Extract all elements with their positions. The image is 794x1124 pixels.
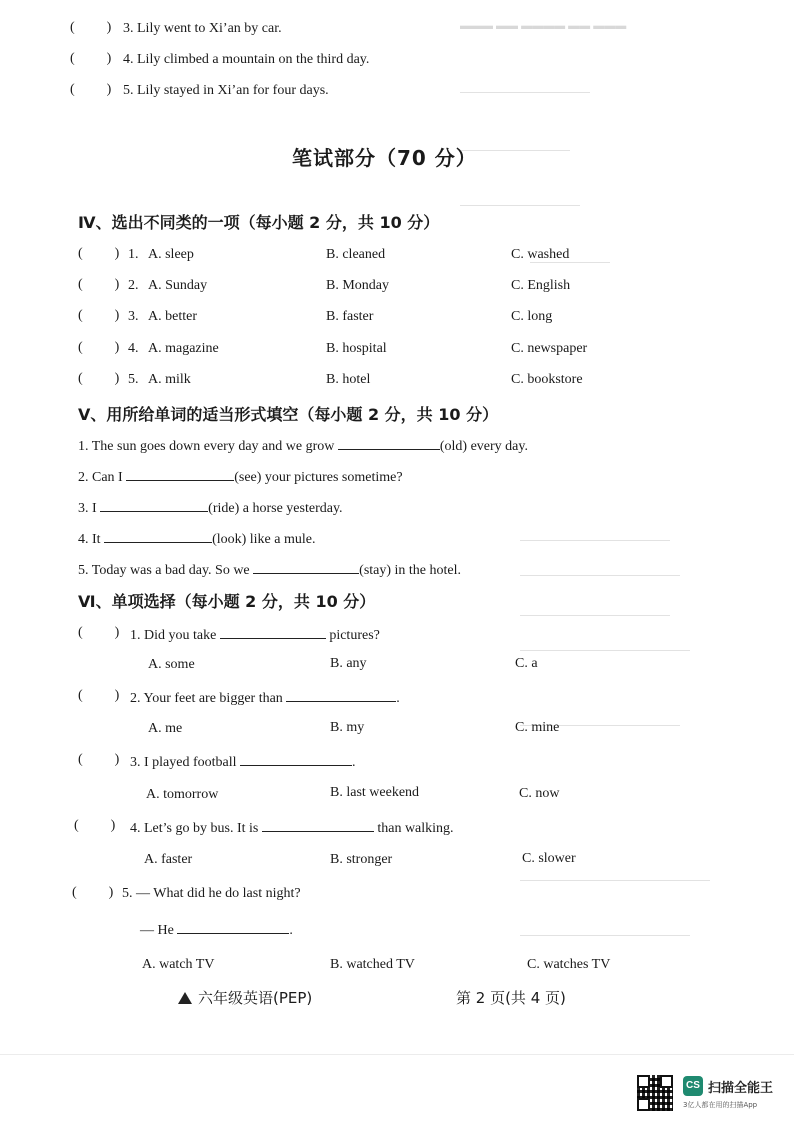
question-text: 5. Today was a bad day. So we — [78, 563, 250, 578]
option-c[interactable]: C. a — [515, 656, 538, 671]
question-number: 5. — [128, 372, 139, 387]
answer-blank[interactable] — [338, 436, 440, 450]
section-5-note: （每小题 2 分，共 10 分） — [298, 405, 499, 424]
option-a[interactable]: A. milk — [148, 372, 191, 387]
section-6-heading: Ⅵ、单项选择 — [78, 592, 176, 611]
answer-paren[interactable]: ( ) — [78, 752, 120, 767]
answer-blank[interactable] — [253, 560, 359, 574]
answer-blank[interactable] — [126, 467, 234, 481]
option-b[interactable]: B. faster — [326, 309, 374, 324]
question-number: 5. — [122, 886, 133, 901]
question-text: 1. The sun goes down every day and we grow — [78, 439, 335, 454]
bleed-through-line — [520, 540, 670, 541]
bleed-through-text: ▬▬▬ ▬▬ ▬▬▬▬ ▬▬ ▬▬▬ — [460, 20, 627, 32]
section-6-note: （每小题 2 分，共 10 分） — [175, 592, 376, 611]
bleed-through-line — [520, 615, 670, 616]
question-text-end: . — [396, 691, 400, 706]
qr-finder — [637, 1098, 650, 1111]
option-a[interactable]: A. some — [148, 657, 195, 672]
option-b[interactable]: B. cleaned — [326, 247, 386, 262]
answer-paren[interactable]: ( ) — [70, 51, 112, 66]
section-4-note: （每小题 2 分，共 10 分） — [239, 213, 440, 232]
fill-blank-question — [78, 529, 315, 549]
option-b[interactable]: B. last weekend — [330, 785, 420, 800]
question-text: 3. I — [78, 501, 97, 516]
scanner-app-name: 扫描全能王 — [708, 1081, 774, 1096]
answer-paren[interactable]: ( ) — [78, 340, 120, 355]
section-5-heading: Ⅴ、用所给单词的适当形式填空 — [78, 405, 299, 424]
dialogue-line: — What did he do last night? — [136, 886, 301, 901]
option-a[interactable]: A. me — [148, 721, 183, 736]
question-hint: (ride) a horse yesterday. — [208, 501, 343, 516]
option-a[interactable]: A. Sunday — [148, 278, 208, 293]
grade-subject-label: 六年级英语(PEP) — [198, 989, 313, 1007]
question-text: Let’s go by bus. It is — [144, 821, 259, 836]
fill-blank-question — [78, 436, 528, 456]
option-a[interactable]: A. better — [148, 309, 197, 324]
option-a[interactable]: A. watch TV — [142, 957, 215, 972]
answer-blank[interactable] — [104, 529, 212, 543]
bleed-through-line — [520, 935, 690, 936]
judge-statement: 4. Lily climbed a mountain on the third day. — [123, 52, 370, 67]
answer-blank[interactable] — [100, 498, 208, 512]
answer-paren[interactable]: ( ) — [78, 277, 120, 292]
option-c[interactable]: C. mine — [515, 720, 560, 735]
option-b[interactable]: B. hotel — [326, 372, 371, 387]
question-text: I played football — [144, 755, 237, 770]
mc-question — [130, 688, 400, 708]
mc-question — [130, 625, 380, 645]
option-a[interactable]: A. sleep — [148, 247, 194, 262]
page-number: 第 2 页(共 4 页) — [456, 989, 566, 1007]
question-hint: (old) every day. — [439, 439, 528, 454]
answer-paren[interactable]: ( ) — [78, 625, 120, 640]
bleed-through-line — [520, 575, 680, 576]
option-a[interactable]: A. faster — [144, 852, 193, 867]
qr-finder — [660, 1075, 673, 1088]
answer-blank[interactable] — [177, 920, 289, 934]
question-number: 3. — [130, 755, 141, 770]
bleed-through-line — [460, 205, 580, 206]
question-text: Did you take — [144, 628, 217, 643]
mc-question — [130, 818, 454, 838]
answer-paren[interactable]: ( ) — [78, 308, 120, 323]
dialogue-text: — He — [140, 923, 174, 938]
answer-blank[interactable] — [286, 688, 396, 702]
question-text: 2. Can I — [78, 470, 123, 485]
option-c[interactable]: C. now — [519, 786, 560, 801]
answer-blank[interactable] — [220, 625, 326, 639]
dialogue-reply — [140, 920, 293, 940]
question-number: 4. — [128, 341, 139, 356]
answer-paren[interactable]: ( ) — [78, 246, 120, 261]
triangle-logo-icon — [178, 992, 192, 1004]
mc-question — [122, 885, 301, 903]
bleed-through-line — [520, 880, 710, 881]
answer-paren[interactable]: ( ) — [78, 688, 120, 703]
option-b[interactable]: B. my — [330, 720, 365, 735]
question-number: 1. — [130, 628, 141, 643]
question-text: Your feet are bigger than — [143, 691, 283, 706]
option-b[interactable]: B. hospital — [326, 341, 387, 356]
option-c[interactable]: C. washed — [511, 247, 570, 262]
answer-paren[interactable]: ( ) — [72, 885, 114, 900]
option-c[interactable]: C. long — [511, 309, 553, 324]
question-number: 2. — [130, 691, 141, 706]
question-number: 2. — [128, 278, 139, 293]
question-hint: (stay) in the hotel. — [359, 563, 462, 578]
answer-paren[interactable]: ( ) — [70, 82, 112, 97]
option-a[interactable]: A. tomorrow — [146, 787, 219, 802]
question-number: 3. — [128, 309, 139, 324]
camscanner-logo-icon: CS — [683, 1076, 703, 1096]
judge-statement: 5. Lily stayed in Xi’an for four days. — [123, 83, 329, 98]
scanner-slogan: 3亿人都在用的扫描App — [683, 1101, 758, 1109]
written-part-title: 笔试部分（70 分） — [292, 146, 477, 170]
question-text: 4. It — [78, 532, 101, 547]
section-4-title — [78, 210, 439, 233]
answer-paren[interactable]: ( ) — [74, 818, 116, 833]
scan-edge-line — [0, 1054, 794, 1055]
option-b[interactable]: B. Monday — [326, 278, 389, 293]
section-4-heading: Ⅳ、选出不同类的一项 — [78, 213, 240, 232]
section-5-title — [78, 402, 498, 425]
bleed-through-line — [460, 92, 590, 93]
qr-finder — [637, 1075, 650, 1088]
option-c[interactable]: C. bookstore — [511, 372, 583, 387]
judge-statement: 3. Lily went to Xi’an by car. — [123, 21, 282, 36]
option-b[interactable]: B. watched TV — [330, 957, 415, 972]
option-b[interactable]: B. stronger — [330, 852, 393, 867]
mc-question — [130, 752, 356, 772]
option-c[interactable]: C. English — [511, 278, 571, 293]
question-number: 4. — [130, 821, 141, 836]
option-c[interactable]: C. newspaper — [511, 341, 588, 356]
fill-blank-question — [78, 560, 461, 580]
fill-blank-question — [78, 467, 403, 487]
answer-blank[interactable] — [240, 752, 352, 766]
option-a[interactable]: A. magazine — [148, 341, 219, 356]
question-number: 1. — [128, 247, 139, 262]
option-b[interactable]: B. any — [330, 656, 367, 671]
fill-blank-question — [78, 498, 343, 518]
question-hint: (look) like a mule. — [212, 532, 316, 547]
question-text-end: . — [352, 755, 356, 770]
page-footer-left — [178, 987, 312, 1008]
question-text-end: pictures? — [329, 628, 380, 643]
answer-paren[interactable]: ( ) — [78, 371, 120, 386]
question-hint: (see) your pictures sometime? — [234, 470, 403, 485]
answer-paren[interactable]: ( ) — [70, 20, 112, 35]
answer-blank[interactable] — [262, 818, 374, 832]
option-c[interactable]: C. watches TV — [527, 957, 611, 972]
section-6-title — [78, 589, 375, 612]
dialogue-text-end: . — [289, 923, 293, 938]
bleed-through-line — [520, 650, 690, 651]
qr-code-icon — [637, 1075, 673, 1111]
option-c[interactable]: C. slower — [522, 851, 576, 866]
question-text-end: than walking. — [377, 821, 454, 836]
